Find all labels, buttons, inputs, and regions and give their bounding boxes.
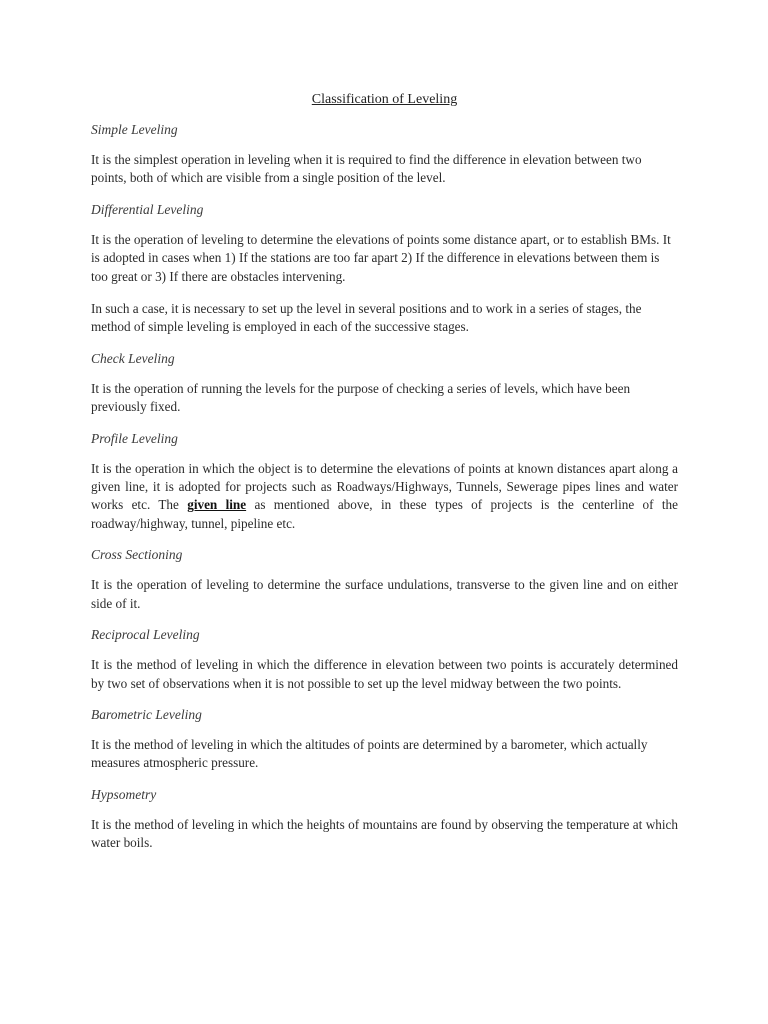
profile-text-after: as mentioned above, in these types of projects is the centerline of the roadway/highway, tunnel, pipeline etc. — [91, 497, 678, 531]
section-heading-profile-leveling: Profile Leveling — [91, 430, 178, 446]
section-heading-differential-leveling: Differential Leveling — [91, 201, 204, 217]
section-heading-reciprocal-leveling: Reciprocal Leveling — [91, 627, 200, 643]
section-heading-hypsometry: Hypsometry — [91, 786, 157, 802]
section-heading-check-leveling: Check Leveling — [91, 350, 175, 366]
section-heading-simple-leveling: Simple Leveling — [91, 122, 178, 137]
paragraph-check-leveling: It is the operation of running the levels for the purpose of checking a series of levels, which have been previously fixed. — [91, 380, 631, 415]
paragraph-differential-leveling-1: It is the operation of leveling to determine the elevations of points some distance apart, or to establish BMs. It is adopted in cases when 1) If the stations are too far apart 2) If the difference in elevations between them is too great or 3) If there are obstacles intervening. — [91, 231, 671, 284]
document-title: Classification of Leveling — [311, 92, 458, 107]
paragraph-hypsometry: It is the method of leveling in which the heights of mountains are found by observing the temperature at which water boils. — [91, 816, 678, 851]
paragraph-differential-leveling-2: In such a case, it is necessary to set up the level in several positions and to work in a series of stages, the method of simple leveling is employed in each of the successive stages. — [91, 301, 642, 335]
section-heading-cross-sectioning: Cross Sectioning — [91, 547, 183, 563]
paragraph-reciprocal-leveling: It is the method of leveling in which the difference in elevation between two points is accurately determined by two set of observations when it is not possible to set up the level midway between the two points. — [91, 657, 678, 691]
paragraph-cross-sectioning: It is the operation of leveling to determine the surface undulations, transverse to the given line and on either side of it. — [91, 577, 678, 611]
given-line-emphasis: given line — [187, 497, 247, 513]
paragraph-profile-leveling — [91, 460, 678, 534]
profile-text-before: It is the operation in which the object is to determine the elevations of points at known distances apart along a given line, it is adopted for projects such as Roadways/Highways, Tunnels, Sewerage pipes lines and water works etc. The — [91, 460, 678, 513]
section-heading-barometric-leveling: Barometric Leveling — [91, 706, 202, 722]
paragraph-barometric-leveling: It is the method of leveling in which the altitudes of points are determined by a barometer, which actually measures atmospheric pressure. — [91, 736, 648, 771]
paragraph-simple-leveling: It is the simplest operation in leveling when it is required to find the difference in elevation between two points, both of which are visible from a single position of the level. — [91, 152, 642, 186]
document-page — [91, 92, 678, 867]
